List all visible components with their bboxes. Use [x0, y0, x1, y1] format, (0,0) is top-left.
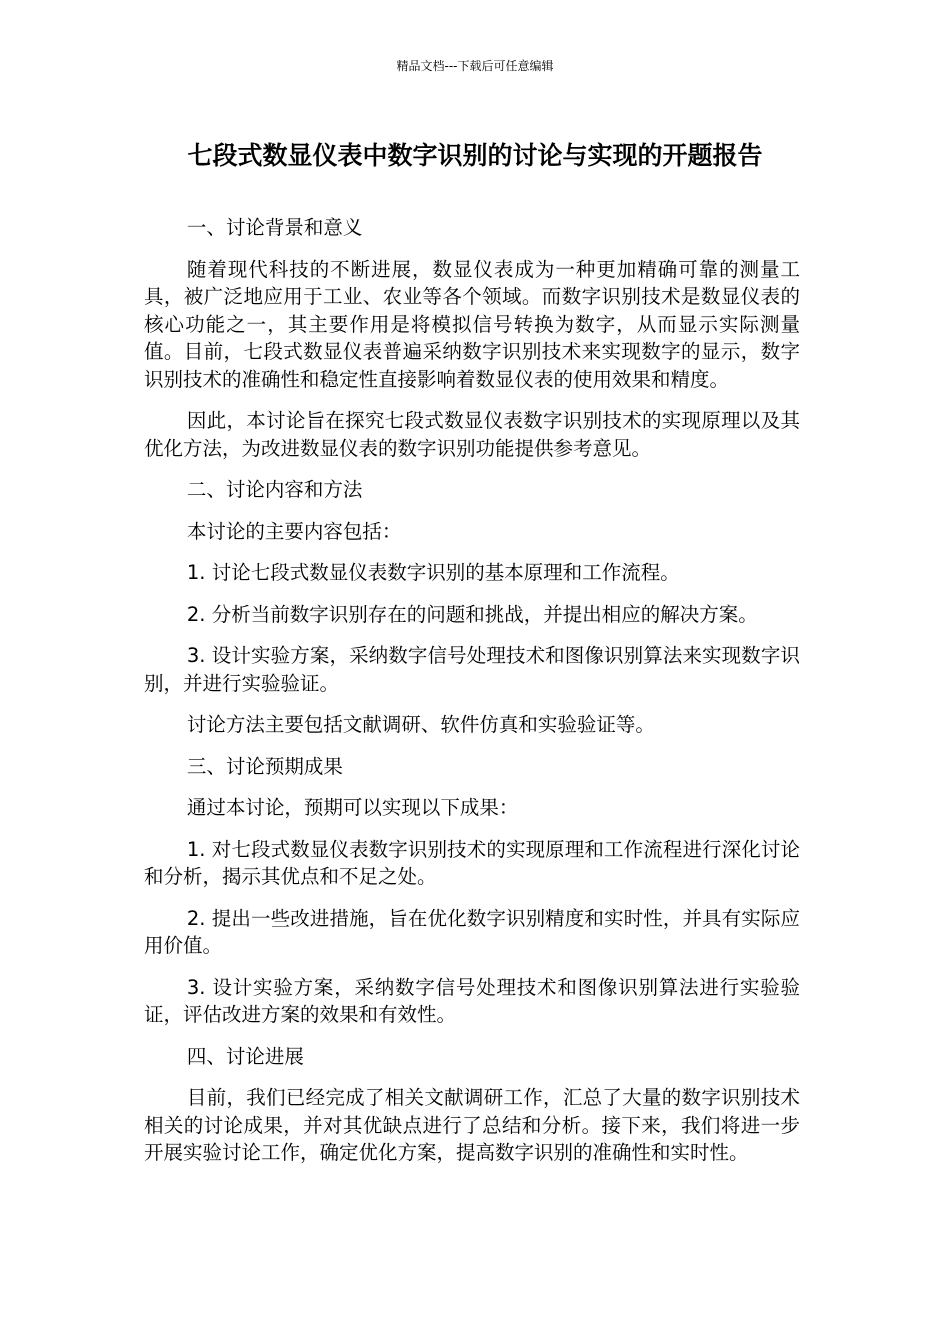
paragraph-background: 随着现代科技的不断进展，数显仪表成为一种更加精确可靠的测量工具，被广泛地应用于工业、农业等各个领域。而数字识别技术是数显仪表的核心功能之一，其主要作用是将模拟信号转换为数字，从而显示实际测量值。目前，七段式数显仪表普遍采纳数字识别技术来实现数字的显示，数字识别技术的准确性和稳定性直接影响着数显仪表的使用效果和精度。 [144, 257, 800, 391]
list-item-content-2: 2. 分析当前数字识别存在的问题和挑战，并提出相应的解决方案。 [186, 602, 758, 626]
section-heading-progress: 四、讨论进展 [186, 1044, 304, 1068]
paragraph-progress: 目前，我们已经完成了相关文献调研工作，汇总了大量的数字识别技术相关的讨论成果，并对其优缺点进行了总结和分析。接下来，我们将进一步开展实验讨论工作，确定优化方案，提高数字识别的准确性和实时性。 [144, 1086, 800, 1164]
list-item-result-3: 3. 设计实验方案，采纳数字信号处理技术和图像识别算法进行实验验证，评估改进方案的效果和有效性。 [144, 975, 800, 1026]
section-heading-background: 一、讨论背景和意义 [186, 216, 363, 239]
document-title: 七段式数显仪表中数字识别的讨论与实现的开题报告 [187, 141, 763, 170]
section-heading-expected-results: 三、讨论预期成果 [186, 754, 343, 778]
list-item-content-1: 1. 讨论七段式数显仪表数字识别的基本原理和工作流程。 [186, 561, 680, 584]
header-note: 精品文档---下载后可任意编辑 [396, 59, 554, 73]
paragraph-results-intro: 通过本讨论，预期可以实现以下成果： [186, 796, 519, 819]
section-heading-content-method: 二、讨论内容和方法 [186, 478, 363, 501]
list-item-result-1: 1. 对七段式数显仪表数字识别技术的实现原理和工作流程进行深化讨论和分析，揭示其优点和不足之处。 [144, 837, 800, 888]
list-item-result-2: 2. 提出一些改进措施，旨在优化数字识别精度和实时性，并具有实际应用价值。 [144, 906, 800, 957]
paragraph-purpose: 因此，本讨论旨在探究七段式数显仪表数字识别技术的实现原理以及其优化方法，为改进数显仪表的数字识别功能提供参考意见。 [144, 409, 800, 460]
paragraph-methods: 讨论方法主要包括文献调研、软件仿真和实验验证等。 [186, 713, 655, 736]
paragraph-content-intro: 本讨论的主要内容包括： [186, 519, 402, 543]
list-item-content-3: 3. 设计实验方案，采纳数字信号处理技术和图像识别算法来实现数字识别，并进行实验验证。 [144, 644, 800, 695]
document-body [144, 214, 800, 1181]
